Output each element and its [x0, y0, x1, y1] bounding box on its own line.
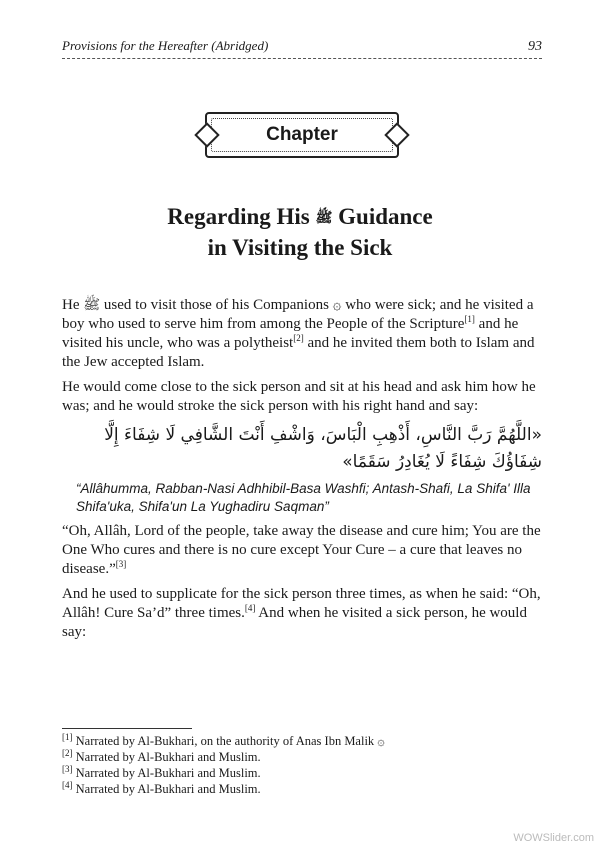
footnote-mark: [4]: [62, 779, 73, 790]
ornament-right-notch: [384, 122, 409, 147]
p3-text-2: And when he visited a sick person, he would say:: [62, 605, 527, 641]
footnote-ref-2[interactable]: [2]: [293, 333, 304, 344]
p1-honorific-2: ۞: [332, 297, 342, 313]
footnote-divider: [62, 728, 192, 729]
p3-text-1: And he used to supplicate for the sick person three times, as when he said: “Oh, Allâh! Cure Sa’d” three times.: [62, 586, 541, 622]
running-title: Provisions for the Hereafter (Abridged): [62, 38, 269, 53]
p1-text-1: He: [62, 297, 80, 313]
p1-text-2: used to visit those of his Companions: [100, 297, 329, 313]
footnote-4: [62, 781, 542, 797]
body-text: [62, 296, 542, 648]
arabic-supplication: «اللَّهُمَّ رَبَّ النَّاسِ، أَذْهِبِ الْبَاسَ، وَاشْفِ أَنْتَ الشَّافِي لَا شِفَاءَ إِلَّا شِفَاؤُكَ شِفَاءً لَا يُغَادِرُ سَقَمًا»: [104, 425, 542, 473]
footnotes: [62, 733, 542, 797]
header-divider: [62, 58, 542, 59]
ornament-left-notch: [194, 122, 219, 147]
section-title: [60, 202, 540, 262]
footnote-mark: [1]: [62, 731, 73, 742]
translation: [62, 522, 542, 579]
p1-honorific-1: ﷺ: [83, 298, 101, 314]
chapter-label: Chapter: [266, 124, 338, 145]
title-part-1: Regarding His: [167, 204, 310, 229]
footnote-ref-1[interactable]: [1]: [464, 314, 475, 325]
translation-text: “Oh, Allâh, Lord of the people, take away the disease and cure him; You are the One Who cures and there is no cure except Your Cure – a cure that leaves no disease.”: [62, 523, 541, 578]
footnote-text: Narrated by Al-Bukhari and Muslim.: [72, 750, 261, 764]
running-head: [62, 38, 542, 55]
footnote-ref-3[interactable]: [3]: [115, 559, 127, 570]
watermark: WOWSlider.com: [513, 832, 594, 844]
footnote-3: [62, 765, 542, 781]
paragraph-2: He would come close to the sick person and sit at his head and ask him how he was; and he would stroke the sick person with his right hand and say:: [62, 379, 536, 415]
section-title-line-2: in Visiting the Sick: [207, 235, 393, 261]
chapter-ornament-box: [205, 112, 399, 158]
footnote-text: Narrated by Al-Bukhari and Muslim.: [72, 766, 261, 780]
footnote-ref-4[interactable]: [4]: [244, 603, 256, 614]
footnote-1: [62, 733, 542, 749]
p1-text-5: and he invited them both to Islam and the Jew accepted Islam.: [62, 335, 535, 371]
transliteration: “Allâhumma, Rabban-Nasi Adhhibil-Basa Washfi; Antash-Shafi, La Shifa' Illa Shifa'uka, Shifa'un La Yughadiru Saqman”: [76, 481, 531, 515]
footnote-mark: [2]: [62, 747, 73, 758]
p1-text-3: who were sick; and he visited a boy who used to serve him from among the People of the Scripture: [62, 297, 534, 333]
footnote-mark: [3]: [62, 763, 73, 774]
title-honorific: ﷺ: [315, 211, 333, 227]
paragraph-3: [62, 585, 542, 642]
footnote-text: Narrated by Al-Bukhari, on the authority of Anas Ibn Malik: [72, 734, 375, 748]
footnote-honorific: ۞: [377, 734, 385, 748]
title-part-2: Guidance: [338, 204, 433, 229]
page-number: 93: [528, 39, 542, 54]
footnote-2: [62, 749, 542, 765]
p1-text-4: and he visited his uncle, who was a polytheist: [62, 316, 519, 352]
paragraph-1: [62, 296, 542, 372]
footnote-text: Narrated by Al-Bukhari and Muslim.: [72, 782, 261, 796]
section-title-line-1: [60, 202, 540, 233]
